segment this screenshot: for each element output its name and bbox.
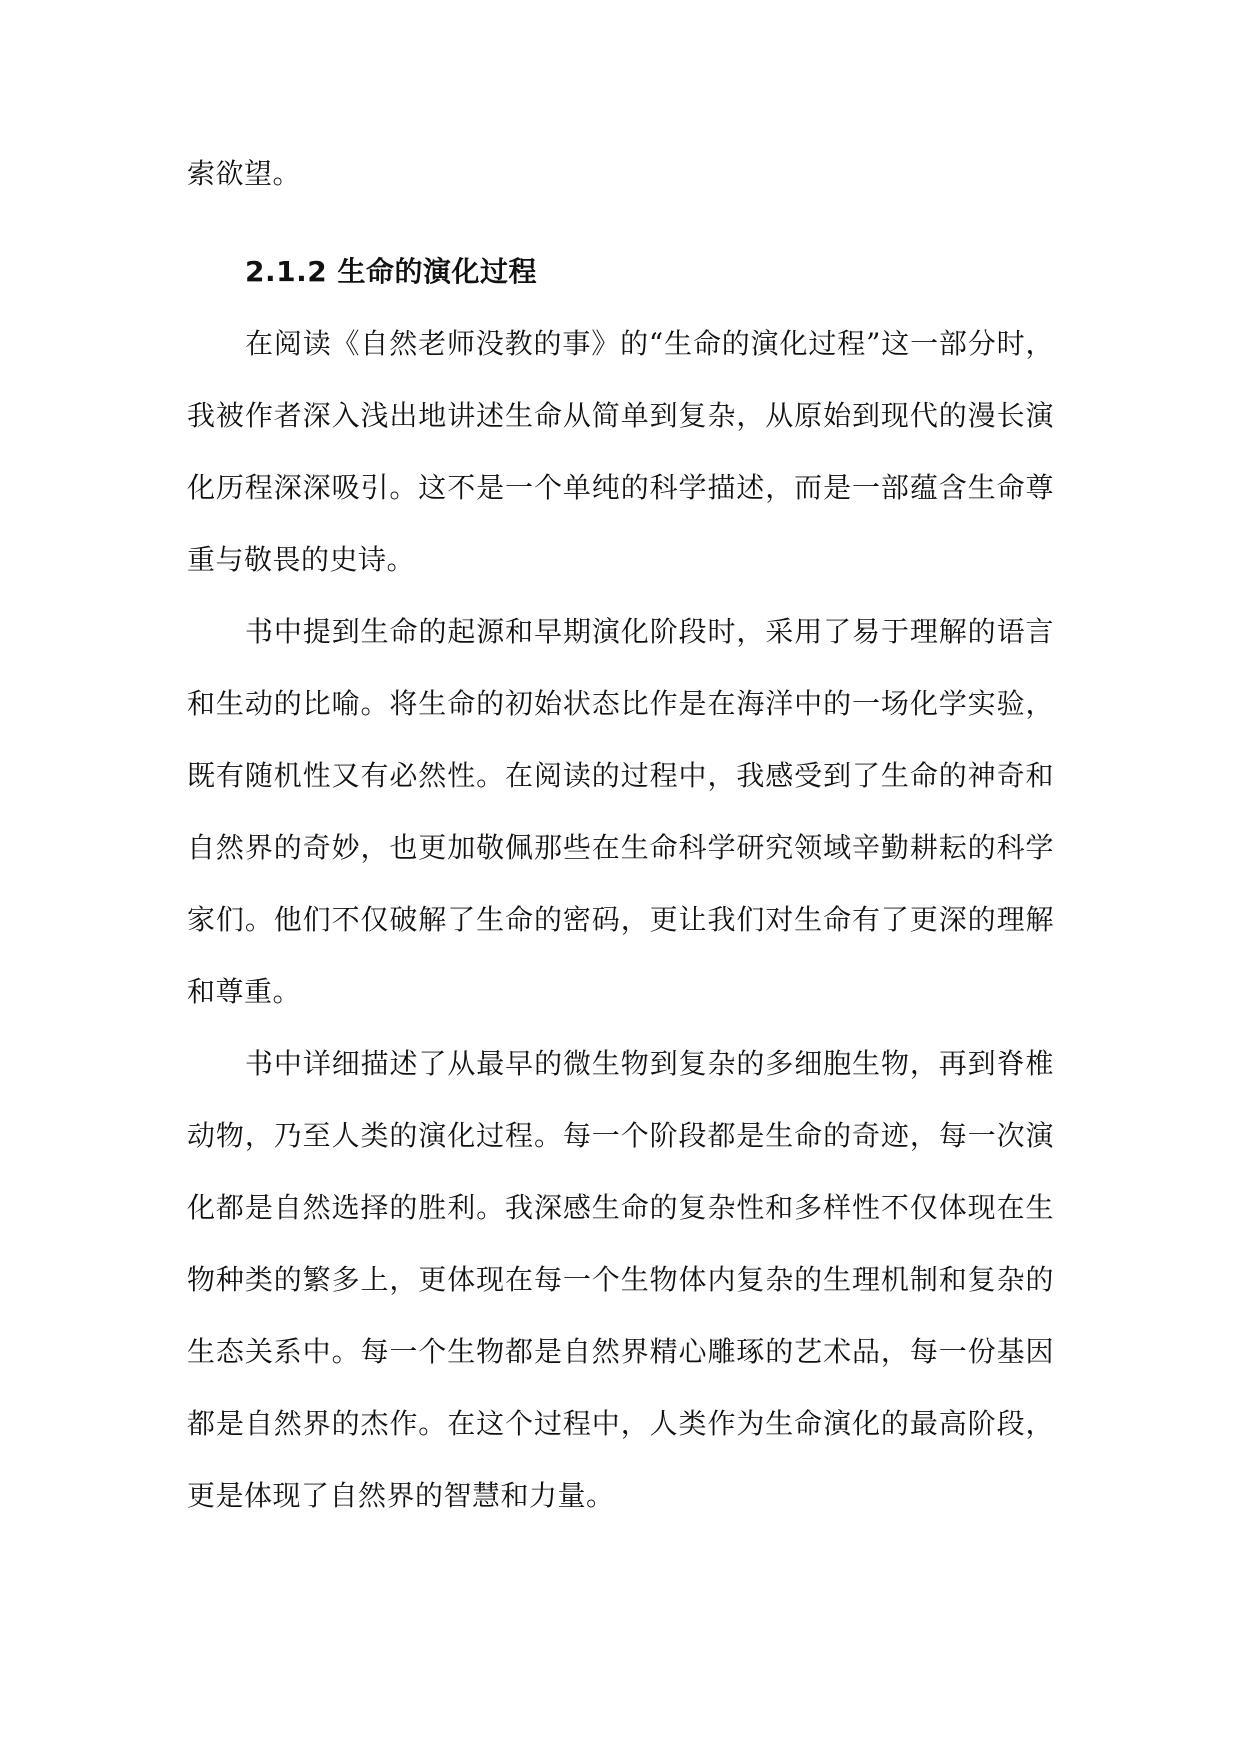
paragraph-1-line-1: 在阅读《自然老师没教的事》的“生命的演化过程”这一部分时， [245,327,1054,360]
paragraph-2-line-1: 书中提到生命的起源和早期演化阶段时，采用了易于理解的语言 [245,615,1054,648]
paragraph-2-line-3: 既有随机性又有必然性。在阅读的过程中，我感受到了生命的神奇和 [187,759,1054,792]
paragraph-1-line-3: 化历程深深吸引。这不是一个单纯的科学描述，而是一部蕴含生命尊 [187,471,1054,504]
section-heading: 2.1.2 生命的演化过程 [245,255,537,288]
paragraph-2-line-5: 家们。他们不仅破解了生命的密码，更让我们对生命有了更深的理解 [187,903,1054,936]
document-body [187,138,1054,1532]
paragraph-3-line-7: 更是体现了自然界的智慧和力量。 [187,1479,615,1512]
paragraph-2-line-2: 和生动的比喻。将生命的初始状态比作是在海洋中的一场化学实验， [187,687,1054,720]
paragraph-3-line-4: 物种类的繁多上，更体现在每一个生物体内复杂的生理机制和复杂的 [187,1263,1054,1296]
paragraph-3-line-5: 生态关系中。每一个生物都是自然界精心雕琢的艺术品，每一份基因 [187,1335,1054,1368]
paragraph-3-line-3: 化都是自然选择的胜利。我深感生命的复杂性和多样性不仅体现在生 [187,1191,1054,1224]
paragraph-1-line-4: 重与敬畏的史诗。 [187,543,416,576]
paragraph-3-line-1: 书中详细描述了从最早的微生物到复杂的多细胞生物，再到脊椎 [245,1047,1054,1080]
paragraph-continuation-line: 索欲望。 [187,157,302,190]
paragraph-3-line-2: 动物，乃至人类的演化过程。每一个阶段都是生命的奇迹，每一次演 [187,1119,1054,1152]
paragraph-3-line-6: 都是自然界的杰作。在这个过程中，人类作为生命演化的最高阶段， [187,1407,1054,1440]
paragraph-2-line-6: 和尊重。 [187,975,302,1008]
paragraph-1-line-2: 我被作者深入浅出地讲述生命从简单到复杂，从原始到现代的漫长演 [187,399,1054,432]
paragraph-2-line-4: 自然界的奇妙，也更加敬佩那些在生命科学研究领域辛勤耕耘的科学 [187,831,1054,864]
